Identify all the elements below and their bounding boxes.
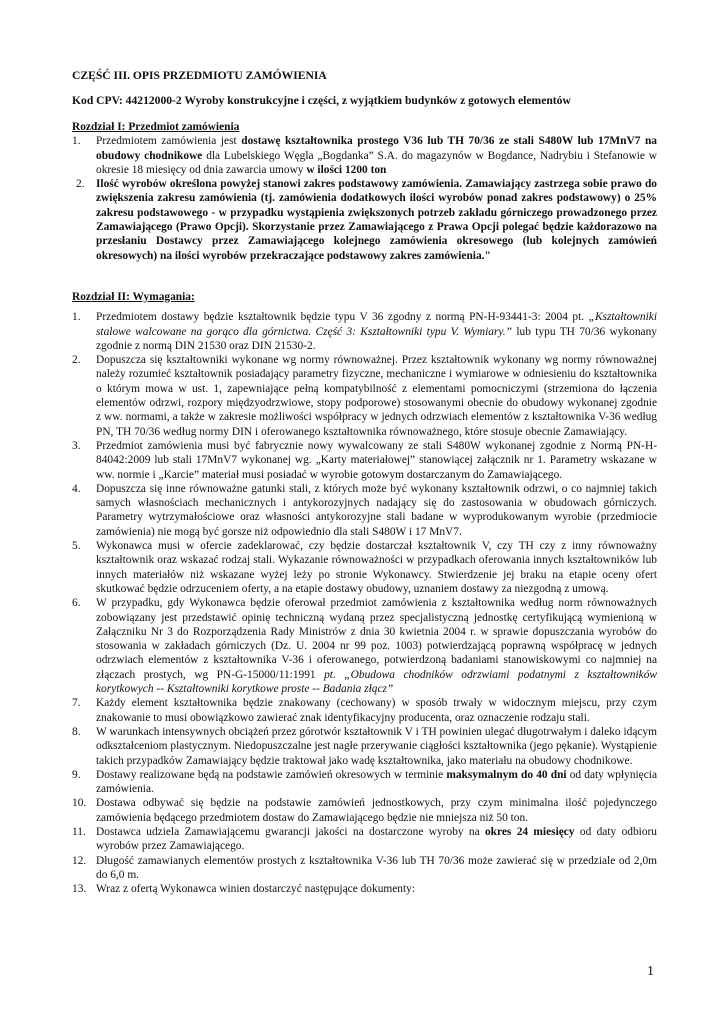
- item-text: [96, 353, 657, 439]
- item-text: Ilość wyrobów określona powyżej stanowi zakres podstawowy zamówienia. Zamawiający zastrzega sobie prawo do zwiększenia zakresu zamówienia (tj. zamówienia dodatkowych ilości wyrobów ponad zakres podstawowy) o 25% zakresu podstawowego - w przypadku wystąpienia zwiększonych potrzeb zakładu górniczego prowadzonego przez Zamawiającego (Prawo Opcji). Skorzystanie przez Zamawiającego z Prawa Opcji polegać będzie każdorazowo na przesłaniu Dostawcy przez Zamawiającego kolejnego zamówienia okresowego (lub kolejnych zamówień okresowych) na ilości wyrobów przekraczające podstawowy zakres zamówienia.": [96, 178, 657, 262]
- bold-run: w ilości 1200 ton: [306, 163, 387, 176]
- requirement-item: [72, 310, 657, 353]
- item-number: 7.: [72, 697, 81, 710]
- requirement-item: [72, 854, 657, 883]
- item-text: [96, 854, 657, 883]
- section-1: [72, 120, 657, 263]
- text-run: Dopuszcza się kształtowniki wykonane wg normy równoważnej. Przez kształtownik wykonany wg normy równoważnej należy rozumieć kształtownik posiadający parametry fizyczne, mechaniczne i wymiarowe w odniesieniu do kształtownika o którym mowa w ust. 1, zapewniające pełną kompatybilność z elementami pomocniczymi (strzemiona do łączenia elementów odrzwi, rozpory międzyodrzwiowe, stopy podporowe) stosowanymi obecnie do obudowy wykonanej zgodnie z ww. normami, a także w zakresie możliwości współpracy w jednych odrzwiach elementów z kształtownika V-36 według PN, TH 70/36 według normy DIN i oferowanego kształtownika równoważnego, które stosuje obecnie Zamawiający.: [96, 354, 657, 438]
- text-run: Dostawy realizowane będą na podstawie zamówień okresowych w terminie: [96, 768, 447, 781]
- text-run: Przedmiotem dostawy będzie kształtownik będzie typu V 36 zgodny z normą PN-H-93441-3: 2004 pt.: [96, 311, 589, 324]
- text-run: Dostawa odbywać się będzie na podstawie zamówień jednostkowych, przy czym minimalna ilość pojedynczego zamówienia będącego przedmiotem dostaw do Zamawiającego będzie nie mniejsza niż 50 ton.: [96, 797, 657, 824]
- text-run: od daty wpłynięcia zamówienia.: [96, 768, 658, 796]
- item-number: 3.: [72, 439, 81, 452]
- item-text: [96, 596, 657, 696]
- text-run: W przypadku, gdy Wykonawca będzie oferował przedmiot zamówienia z kształtownika według norm równoważnych zobowiązany jest przedstawić opinię techniczną wydaną przez specjalistyczną jednostkę certyfikującą wymienioną w Załączniku Nr 3 do Rozporządzenia Rady Ministrów z dnia 30 kwietnia 2004 r. w sprawie dopuszczania wyrobów do stosowania w zakładach górniczych (Dz. U. 2004 nr 99 poz. 1003) potwierdzającą poprawną współpracę w jednych odrzwiach elementów z kształtownika V-36 i oferowanego, potwierdzoną badaniami stanowiskowymi co najmniej na złączach prostych, wg PN-G-15000/11:1991: [96, 597, 657, 681]
- requirement-item: [72, 696, 657, 725]
- requirement-item: [72, 796, 657, 825]
- requirement-item: [72, 482, 657, 539]
- requirement-item: [72, 825, 657, 854]
- text-run: Długość zamawianych elementów prostych z kształtownika V-36 lub TH 70/36 może zawierać się w przedziale od 2,0m do 6,0 m.: [96, 854, 657, 881]
- text-run: Dopuszcza się inne równoważne gatunki stali, z których może być wykonany kształtownik odrzwi, o co najmniej takich samych własnościach mechanicznych i antykorozyjnych nadający się do zastosowania w obudowach górniczych. Parametry wytrzymałościowe oraz własności antykorozyjne stali badane w wyprodukowanym wyrobie (przedmiocie zamówienia) nie mogą być gorsze niż odpowiednio dla stali S480W i 17 MnV7.: [96, 482, 657, 538]
- text-run: Dostawca udziela Zamawiającemu gwarancji jakości na dostarczone wyroby na: [96, 825, 485, 838]
- item-text: [96, 696, 657, 725]
- italic-run: pt. „Obudowa chodników odrzwiami podatnymi z kształtowników korytkowych -- Kształtowniki korytkowe proste -- Badania złącz”: [96, 668, 658, 696]
- requirement-item: [72, 596, 657, 696]
- text-run: lub typu TH 70/36 wykonany zgodnie z normą DIN 21530 oraz DIN 21530-2.: [96, 325, 658, 352]
- item-number: 6.: [72, 597, 81, 610]
- item-number: 10.: [72, 797, 87, 810]
- document-title: CZĘŚĆ III. OPIS PRZEDMIOTU ZAMÓWIENIA: [72, 69, 327, 82]
- item-text: [96, 825, 657, 854]
- requirement-item: [72, 353, 657, 439]
- text-run: Każdy element kształtownika będzie znakowany (cechowany) w sposób trwały w widocznym miejscu, przy czym znakowanie to musi obowiązkowo zawierać znak identyfikacyjny producenta, oraz oznaczenie rodzaju stali.: [96, 697, 657, 724]
- item-text: [96, 725, 657, 768]
- item-number: 8.: [72, 725, 81, 738]
- item-number: 13.: [72, 883, 87, 896]
- item-text: [96, 134, 657, 177]
- item-number: 2.: [72, 354, 81, 367]
- requirement-item: [72, 768, 657, 797]
- text-run: Wraz z ofertą Wykonawca winien dostarczyć następujące dokumenty:: [96, 883, 416, 896]
- item-number: 4.: [72, 482, 81, 495]
- text-run: Wykonawca musi w ofercie zadeklarować, czy będzie dostarczał kształtownik V, czy TH czy z inny równoważny kształtownik oraz wskazać rodzaj stali. Wykazanie równoważności w przypadkach oferowania innych kształtowników lub innych materiałów niż wskazane wyżej leży po stronie Wykonawcy. Stwierdzenie jej braku na etapie oceny ofert skutkować będzie odrzuceniem oferty, a na etapie dostawy obudowy, uznaniem dostawy za niezgodną z umową.: [96, 540, 657, 595]
- text-run: Przedmiot zamówienia musi być fabrycznie nowy wywalcowany ze stali S480W wykonanej zgodnie z Normą PN-H-84042:2009 lub stali 17MnV7 wykonanej wg. „Karty materiałowej” stanowiącej załącznik nr 1. Parametry wskazane w ww. normie i „Karcie” materiał musi posiadać w wyrobie gotowym dostarczanym do Zamawiającego.: [96, 439, 657, 481]
- item-text: [96, 882, 657, 896]
- requirements-list: [72, 310, 657, 896]
- text-run: od daty odbioru wyrobów przez Zamawiającego.: [96, 825, 657, 853]
- text-run: W warunkach intensywnych obciążeń przez górotwór kształtownik V i TH powinien ulegać długotrwałym i daleko idącym odkształceniom plastycznym. Niedopuszczalne jest nagłe przerywanie ciągłości kształtownika (jego pękanie). Wystąpienie takich przypadków Zamawiający będzie traktował jako wadę kształtownika, jako materiału na obudowy chodnikowe.: [96, 725, 657, 767]
- bold-run: maksymalnym do 40 dni: [446, 768, 567, 781]
- item-number: 11.: [72, 825, 86, 838]
- item-text: [96, 539, 657, 596]
- item-text: [96, 796, 657, 825]
- cpv-code-line: Kod CPV: 44212000-2 Wyroby konstrukcyjne i części, z wyjątkiem budynków z gotowych elementów: [72, 94, 571, 107]
- bold-run: dostawę kształtownika prostego V36 lub TH 70/36 ze stali S480W lub 17MnV7 na obudowy chodnikowe: [96, 135, 657, 162]
- item-number: 12.: [72, 854, 87, 867]
- item-number: 2.: [76, 178, 85, 191]
- text-run: Przedmiotem zamówienia jest: [96, 135, 242, 148]
- section-2: [72, 290, 657, 896]
- text-run: dla Lubelskiego Węgla „Bogdanka” S.A. do magazynów w Bogdance, Nadrybiu i Stefanowie w okresie 18 miesięcy od dnia zawarcia umowy: [96, 149, 657, 176]
- item-text: [96, 439, 657, 482]
- italic-run: „Kształtowniki stalowe walcowane na gorąco dla górnictwa. Część 3: Kształtowniki typu V. Wymiary.”: [96, 311, 657, 338]
- item-text: [96, 482, 657, 539]
- item-number: 5.: [72, 540, 81, 553]
- bold-run: okres 24 miesięcy: [484, 825, 575, 838]
- item-number: 1.: [72, 311, 81, 324]
- section-1-heading: Rozdział I: Przedmiot zamówienia: [72, 121, 240, 133]
- requirement-item: [72, 439, 657, 482]
- requirement-item: [72, 725, 657, 768]
- item-number: 1.: [72, 135, 81, 148]
- requirement-item: [72, 882, 657, 896]
- section-2-heading: Rozdział II: Wymagania:: [72, 291, 195, 303]
- page-number: 1: [647, 964, 654, 979]
- section-1-item: [72, 134, 657, 177]
- item-text: [96, 310, 657, 353]
- item-number: 9.: [72, 768, 81, 781]
- section-1-item: [72, 177, 657, 263]
- requirement-item: [72, 539, 657, 596]
- item-text: [96, 768, 657, 797]
